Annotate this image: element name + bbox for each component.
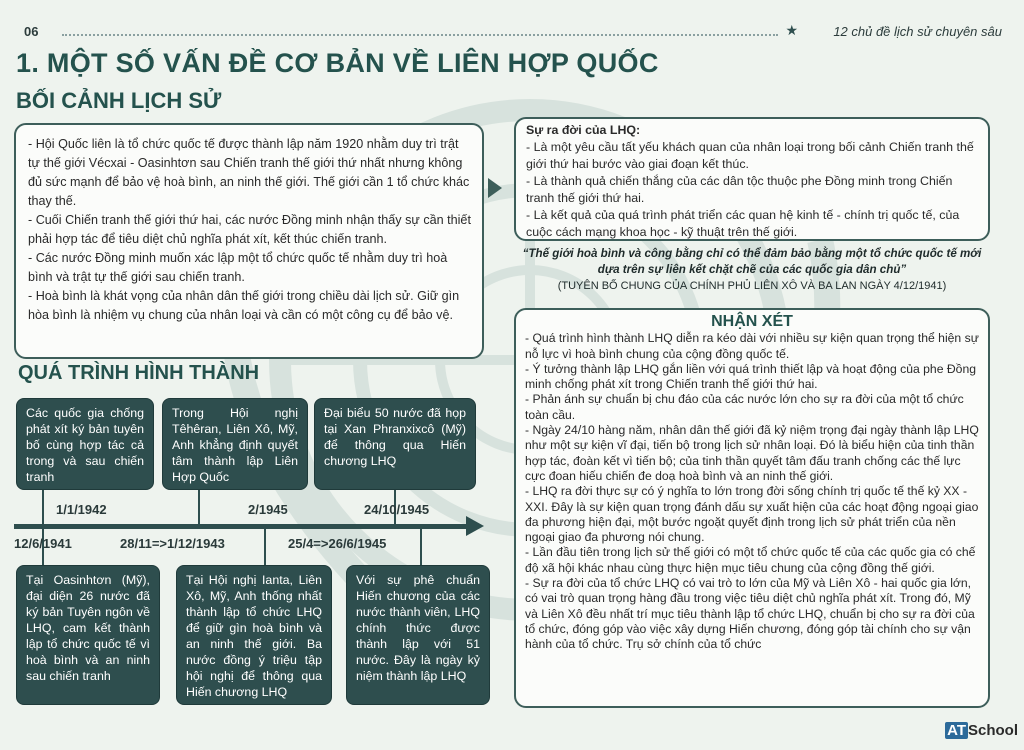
- timeline-event: Với sự phê chuẩn Hiến chương của các nước thành viên, LHQ chính thức được thành lập với 51 nước. Đây là ngày kỷ niệm thành lập LHQ: [346, 565, 490, 705]
- book-title: 12 chủ đề lịch sử chuyên sâu: [833, 24, 1002, 39]
- timeline-tick: [42, 490, 44, 524]
- timeline-tick: [420, 529, 422, 565]
- birth-box: [514, 117, 990, 241]
- formation-section-title: QUÁ TRÌNH HÌNH THÀNH: [18, 362, 260, 384]
- remark-item: - Quá trình hình thành LHQ diễn ra kéo dài với nhiều sự kiện quan trọng thể hiện sự nỗ lực vì hoà bình chung của cộng đồng quốc tế.: [525, 331, 979, 361]
- timeline-arrow-icon: [466, 516, 484, 536]
- logo-name: School: [967, 722, 1018, 739]
- birth-title: Sự ra đời của LHQ:: [526, 123, 641, 137]
- timeline-date: 25/4=>26/6/1945: [288, 536, 387, 551]
- birth-item: - Là thành quả chiến thắng của các dân tộc thuộc phe Đồng minh trong Chiến tranh thế giới thứ hai.: [526, 174, 953, 205]
- background-paragraph: - Hội Quốc liên là tổ chức quốc tế được thành lập năm 1920 nhằm duy trì trật tự thế giới Vécxai - Oasinhtơn sau Chiến tranh thế giới thứ nhất nhưng không đủ sức mạnh để bảo vệ hoà bình, an ninh thế giới. Thế giới cần 1 tổ chức khác thay thế.: [28, 137, 470, 208]
- birth-item: - Là một yêu cầu tất yếu khách quan của nhân loại trong bối cảnh Chiến tranh thế giới thứ hai bước vào giai đoạn kết thúc.: [526, 140, 974, 171]
- timeline-date: 1/1/1942: [56, 502, 107, 517]
- timeline-date: 12/6/1941: [14, 536, 72, 551]
- background-section-title: BỐI CẢNH LỊCH SỬ: [16, 88, 222, 113]
- remark-item: - Phản ánh sự chuẩn bị chu đáo của các nước lớn cho sự ra đời của một tổ chức toàn cầu.: [525, 392, 964, 422]
- remark-item: - LHQ ra đời thực sự có ý nghĩa to lớn trong đời sống chính trị quốc tế thế kỷ XX - XXI. Đây là sự kiện quan trọng đánh dấu sự xuất hiện của các hoạt động ngoại giao đa phương hiện đại, một bước ngoặt quyết định trong lịch sử phát triển của nền ngoại giao đa phương nói chung.: [525, 484, 979, 545]
- quote-text: “Thế giới hoà bình và công bằng chỉ có thể đảm bảo bằng một tổ chức quốc tế mới dựa trên sự liên kết chặt chẽ của các quốc gia dân chủ”: [522, 247, 982, 276]
- header-dotted-rule: [62, 34, 778, 36]
- timeline-date: 2/1945: [248, 502, 288, 517]
- timeline-event: Tại Oasinhtơn (Mỹ), đại diện 26 nước đã ký bản Tuyên ngôn về LHQ, cam kết thành lập tổ chức quốc tế vì hoà bình và an ninh sau chiến tranh: [16, 565, 160, 705]
- quote-source: (TUYÊN BỐ CHUNG CỦA CHÍNH PHỦ LIÊN XÔ VÀ BA LAN NGÀY 4/12/1941): [557, 280, 947, 292]
- page-number: 06: [24, 24, 39, 39]
- timeline-tick: [198, 490, 200, 524]
- remark-box: [514, 308, 990, 708]
- star-icon: ★: [785, 22, 798, 38]
- timeline-date: 28/11=>1/12/1943: [120, 536, 225, 551]
- remark-item: - Sự ra đời của tổ chức LHQ có vai trò to lớn của Mỹ và Liên Xô - hai quốc gia lớn, có vai trò quan trọng hàng đầu trong việc tiêu diệt chủ nghĩa phát xít. Trong đó, Mỹ và Liên Xô đều nhất trí mục tiêu thành lập tổ chức LHQ, chuẩn bị cho sự ra đời của tổ chức, đóng góp vào việc xây dựng Hiến chương, đóng góp tài chính cho sự vận hành của tổ chức. Trụ sở chính của tổ chức: [525, 576, 975, 652]
- background-paragraph: - Hoà bình là khát vọng của nhân dân thế giới trong chiều dài lịch sử. Giữ gìn hòa bình là nhiệm vụ chung của nhân loại và cần có một công cụ để bảo vệ.: [28, 289, 460, 322]
- birth-item: - Là kết quả của quá trình phát triển các quan hệ kinh tế - chính trị quốc tế, của cuộc cách mạng khoa học - kỹ thuật trên thế giới.: [526, 208, 960, 239]
- background-box: [14, 123, 484, 359]
- background-paragraph: - Các nước Đồng minh muốn xác lập một tổ chức quốc tế nhằm duy trì hoà bình và trật tự thế giới sau chiến tranh.: [28, 251, 448, 284]
- timeline-event: Trong Hội nghị Têhêran, Liên Xô, Mỹ, Anh khẳng định quyết tâm thành lập Liên Hợp Quốc: [162, 398, 308, 490]
- remark-item: - Ý tưởng thành lập LHQ gắn liền với quá trình thiết lập và hoạt động của phe Đồng minh chống phát xít trong Chiến tranh thế giới thứ hai.: [525, 361, 976, 392]
- timeline-tick: [264, 529, 266, 565]
- timeline-date: 24/10/1945: [364, 502, 430, 517]
- remark-item: - Lần đầu tiên trong lịch sử thế giới có một tổ chức quốc tế của các quốc gia có chế độ xã hội khác nhau cùng thực hiện mục tiêu chung của cộng đồng thế giới.: [525, 545, 976, 575]
- timeline-axis: [14, 524, 470, 529]
- logo-mark: AT: [947, 722, 966, 739]
- background-paragraph: - Cuối Chiến tranh thế giới thứ hai, các nước Đồng minh nhận thấy sự cần thiết phải hợp tác để tiêu diệt chủ nghĩa phát xít, kết thúc chiến tranh.: [28, 213, 471, 246]
- timeline-event: Tại Hội nghị Ianta, Liên Xô, Mỹ, Anh thống nhất thành lập tổ chức LHQ để giữ gìn hoà bình và an ninh thế giới. Ba nước đồng ý triệu tập hội nghị để thông qua Hiến chương LHQ: [176, 565, 332, 705]
- publisher-logo: [945, 722, 1018, 739]
- page-title: 1. MỘT SỐ VẤN ĐỀ CƠ BẢN VỀ LIÊN HỢP QUỐC: [16, 48, 659, 78]
- timeline-event: Đại biểu 50 nước đã họp tại Xan Phranxixcô (Mỹ) để thông qua Hiến chương LHQ: [314, 398, 476, 490]
- remark-item: - Ngày 24/10 hàng năm, nhân dân thế giới đã kỷ niệm trọng đại ngày thành lập LHQ như một sự kiện vĩ đại, tiến bộ trong lịch sử nhân loại. Đó là biểu hiện của tinh thần hợp tác, đoàn kết vì tiến bộ; của tinh thần quyết tâm đấu tranh chống các thế lực cực đoan hiếu chiến đe doạ hoà bình và an ninh thế giới.: [525, 423, 979, 483]
- arrow-right-icon: [488, 178, 502, 198]
- timeline-event: Các quốc gia chống phát xít ký bản tuyên bố cùng hợp tác cả trong và sau chiến tranh: [16, 398, 154, 490]
- page-header: [18, 22, 1008, 42]
- quote-block: [514, 246, 990, 294]
- remark-title: NHẬN XÉT: [711, 313, 793, 330]
